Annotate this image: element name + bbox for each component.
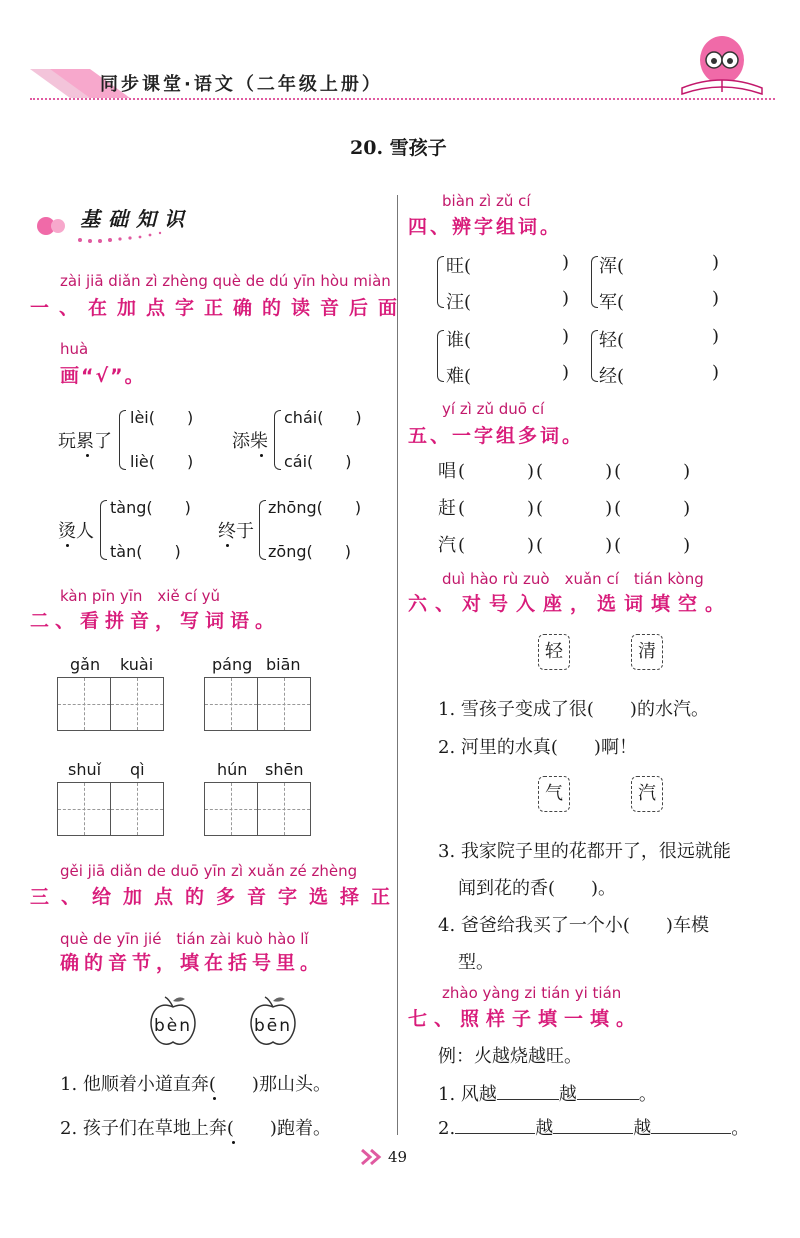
sec7-q1-start: 1. 风越 (438, 1084, 497, 1105)
word-card: 气 (538, 776, 570, 812)
sec4-char: 轻( (599, 330, 625, 351)
page-number: 49 (388, 1148, 408, 1166)
sec1-pinyin-line2: huà (60, 340, 89, 358)
sec3-pinyin-line2: què de yīn jié tián zài kuò hào lǐ (60, 930, 309, 948)
sec1-option[interactable]: tàn( ) (110, 542, 181, 561)
word-card: 汽 (631, 776, 663, 812)
sec7-q2-end: 。 (731, 1118, 750, 1139)
sec2-pinyin: kàn pīn yīn xiě cí yǔ (60, 587, 221, 605)
sec5-row: 赶( )( )( ) (438, 498, 693, 519)
sec7-pinyin: zhào yàng zi tián yi tián (442, 984, 622, 1002)
answer-blank[interactable] (455, 1117, 535, 1134)
emphasis-dot (226, 544, 229, 547)
writing-grid[interactable] (57, 677, 164, 731)
sec4-close: ) (712, 288, 720, 309)
sec6-pinyin: duì hào rù zuò xuǎn cí tián kòng (442, 570, 704, 588)
header-title: 同步课堂·语文（二年级上册） (100, 74, 383, 95)
brace (591, 330, 598, 382)
sec1-option[interactable]: liè( ) (130, 452, 194, 471)
sec1-pinyin-line1: zài jiā diǎn zì zhèng què de dú yīn hòu miàn (60, 272, 391, 290)
sec3-title-line1: 三、给加点的多音字选择正 (30, 886, 403, 908)
answer-blank[interactable] (577, 1083, 639, 1100)
sec3-pinyin-line1: gěi jiā diǎn de duō yīn zì xuǎn zé zhèng (60, 862, 358, 880)
brace (437, 330, 444, 382)
sec1-word: 烫人 (58, 521, 94, 542)
sec7-example: 例：火越烧越旺。 (438, 1046, 582, 1067)
sec6-question: 1. 雪孩子变成了很( )的水汽。 (438, 699, 709, 720)
sec4-close: ) (562, 326, 570, 347)
basic-knowledge-label: 基础知识 (80, 207, 192, 231)
sec5-row: 汽( )( )( ) (438, 535, 693, 556)
sec1-option[interactable]: zōng( ) (268, 542, 351, 561)
sec7-q1 (438, 1080, 657, 1106)
sec7-q2-mid2: 越 (633, 1118, 652, 1139)
sec7-q2-mid: 越 (535, 1118, 554, 1139)
sec5-pinyin: yí zì zǔ duō cí (442, 400, 545, 418)
sec4-char: 军( (599, 292, 625, 313)
sec4-pinyin: biàn zì zǔ cí (442, 192, 531, 210)
sec4-title: 四、辨字组词。 (408, 216, 563, 238)
grid-pinyin: qì (130, 760, 145, 779)
sec6-question-cont: 型。 (458, 952, 494, 973)
header-dotted-rule (30, 98, 775, 100)
sec1-title-line1: 一、在加点字正确的读音后面 (30, 297, 408, 319)
sec4-close: ) (712, 362, 720, 383)
sec1-title-line2: 画“√”。 (60, 365, 146, 387)
grid-pinyin: hún (217, 760, 248, 779)
brace (119, 410, 126, 470)
sec3-question: 1. 他顺着小道直奔( )那山头。 (60, 1074, 331, 1095)
brace (274, 410, 281, 470)
sec4-char: 经( (599, 366, 625, 387)
answer-blank[interactable] (497, 1083, 559, 1100)
answer-blank[interactable] (651, 1117, 731, 1134)
apple-pinyin: bēn (254, 1016, 293, 1036)
sec7-q2-start: 2. (438, 1118, 456, 1139)
sec3-question: 2. 孩子们在草地上奔( )跑着。 (60, 1118, 331, 1139)
sec6-question: 4. 爸爸给我买了一个小( )车模 (438, 915, 709, 936)
double-chevron-icon (360, 1148, 384, 1166)
sec1-option[interactable]: lèi( ) (130, 408, 194, 427)
sec6-question: 2. 河里的水真( )啊！ (438, 737, 637, 758)
sec1-option[interactable]: zhōng( ) (268, 498, 362, 517)
sec7-title: 七、照样子填一填。 (408, 1008, 643, 1030)
emphasis-dot (86, 454, 89, 457)
sec2-title: 二、看拼音，写词语。 (30, 610, 281, 632)
sec3-title-line2: 确的音节，填在括号里。 (60, 952, 325, 974)
sec1-option[interactable]: chái( ) (284, 408, 362, 427)
sec4-char: 汪( (446, 292, 472, 313)
sec1-option[interactable]: cái( ) (284, 452, 352, 471)
word-card: 轻 (538, 634, 570, 670)
sec4-char: 浑( (599, 256, 625, 277)
sec4-close: ) (712, 326, 720, 347)
column-divider (397, 195, 398, 1135)
sec4-close: ) (562, 252, 570, 273)
sec7-q2 (438, 1114, 749, 1140)
writing-grid[interactable] (204, 782, 311, 836)
emphasis-dot (213, 1097, 216, 1100)
sec4-char: 难( (446, 366, 472, 387)
grid-pinyin: shuǐ (68, 760, 102, 779)
grid-pinyin: gǎn (70, 655, 101, 674)
writing-grid[interactable] (57, 782, 164, 836)
mascot-book-icon (672, 30, 772, 100)
grid-pinyin: biān (266, 655, 301, 674)
emphasis-dot (232, 1141, 235, 1144)
sec4-close: ) (562, 288, 570, 309)
sec6-question: 3. 我家院子里的花都开了，很远就能 (438, 841, 731, 862)
sec4-char: 谁( (446, 330, 472, 351)
apple-pinyin: bèn (154, 1016, 193, 1036)
sec4-close: ) (712, 252, 720, 273)
sec1-word: 玩累了 (58, 431, 112, 452)
sec1-word: 终于 (218, 521, 254, 542)
sec5-row: 唱( )( )( ) (438, 461, 693, 482)
sec4-close: ) (562, 362, 570, 383)
sec1-option[interactable]: tàng( ) (110, 498, 191, 517)
sec6-question-cont: 闻到花的香( )。 (458, 878, 617, 899)
sec6-title: 六、对号入座，选词填空。 (408, 593, 733, 615)
brace (591, 256, 598, 308)
header-bar (30, 64, 775, 100)
sec4-char: 旺( (446, 256, 472, 277)
sec1-word: 添柴 (232, 431, 268, 452)
brace (259, 500, 266, 560)
brace (100, 500, 107, 560)
writing-grid[interactable] (204, 677, 311, 731)
sec5-title: 五、一字组多词。 (408, 425, 585, 447)
grid-pinyin: shēn (265, 760, 304, 779)
lesson-title: 20. 雪孩子 (350, 137, 447, 159)
emphasis-dot (260, 454, 263, 457)
brace (437, 256, 444, 308)
answer-blank[interactable] (553, 1117, 633, 1134)
sec7-q1-end: 。 (638, 1084, 657, 1105)
grid-pinyin: kuài (120, 655, 154, 674)
word-card: 清 (631, 634, 663, 670)
grid-pinyin: páng (212, 655, 253, 674)
sec7-q1-mid: 越 (558, 1084, 577, 1105)
emphasis-dot (66, 544, 69, 547)
